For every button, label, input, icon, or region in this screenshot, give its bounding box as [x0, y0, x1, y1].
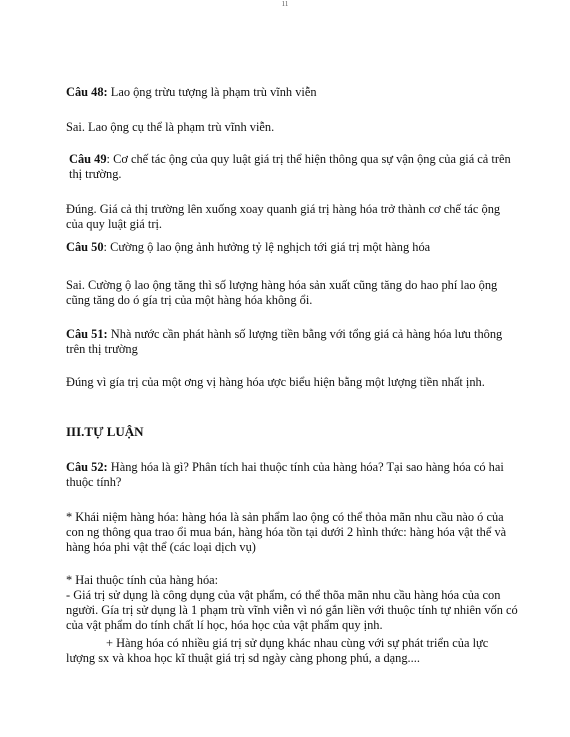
use-value-plus-paragraph: + Hàng hóa có nhiều giá trị sử dụng khác nhau cùng với sự phát triển của lực lượng sx và khoa học kĩ thuật giá trị sd ngày càng phong phú, a dạng.... [66, 636, 489, 665]
concept-paragraph: * Khái niệm hàng hóa: hàng hóa là sản phẩm lao ộng có thể thỏa mãn nhu cầu nào ó của con ng thông qua trao ổi mua bán, hàng hóa tồn tại dưới 2 hình thức: hàng hóa vật thể và hàng hóa phi vật thể (các loại dịch vụ) [66, 510, 507, 554]
question-50 [66, 240, 518, 255]
question-label: Câu 52: [66, 460, 108, 474]
question-text: Lao ộng trừu tượng là phạm trù vĩnh viễn [107, 85, 317, 99]
question-label: Câu 48: [66, 85, 108, 99]
question-label: Câu 49 [69, 152, 107, 166]
attributes-title: * Hai thuộc tính của hàng hóa: [66, 573, 219, 587]
question-label: Câu 51: [66, 327, 108, 341]
section-heading: III.TỰ LUẬN [66, 424, 144, 439]
question-51 [66, 327, 518, 357]
question-text: : Cường ộ lao ộng ảnh hưởng tỷ lệ nghịch tới giá trị một hàng hóa [103, 240, 431, 254]
page-number: 11 [281, 0, 289, 8]
question-48 [66, 85, 518, 100]
question-text: Hàng hóa là gì? Phân tích hai thuộc tính của hàng hóa? Tại sao hàng hóa có hai thuộc tính? [66, 460, 504, 489]
question-49 [66, 152, 521, 182]
question-52 [66, 460, 518, 490]
question-text: : Cơ chế tác ộng của quy luật giá trị thể hiện thông qua sự vận ộng của giá cả trên thị trường. [69, 152, 511, 181]
answer-48: Sai. Lao ộng cụ thể là phạm trù vĩnh viễn. [66, 120, 275, 134]
answer-51: Đúng vì gía trị của một ơng vị hàng hóa ược biểu hiện bằng một lượng tiền nhất ịnh. [66, 375, 485, 389]
use-value-paragraph: - Giá trị sử dụng là công dụng của vật phẩm, có thể thõa mãn nhu cầu hàng hóa của con người. Gía trị sử dụng là 1 phạm trù vĩnh viễn vì nó gắn liền với thuộc tính tự nhiên vốn có của vật phẩm do tính chất lí học, hóa học của vật phẩm quy ịnh. [66, 588, 518, 632]
question-label: Câu 50 [66, 240, 104, 254]
answer-49: Đúng. Giá cả thị trường lên xuống xoay quanh giá trị hàng hóa trở thành cơ chế tác ộng của quy luật giá trị. [66, 202, 501, 231]
answer-50: Sai. Cường ộ lao ộng tăng thì số lượng hàng hóa sản xuất cũng tăng do hao phí lao ộng cũng tăng do ó gía trị của một hàng hóa không ổi. [66, 278, 498, 307]
question-text: Nhà nước cần phát hành số lượng tiền bằng với tổng giá cả hàng hóa lưu thông trên thị trường [66, 327, 503, 356]
